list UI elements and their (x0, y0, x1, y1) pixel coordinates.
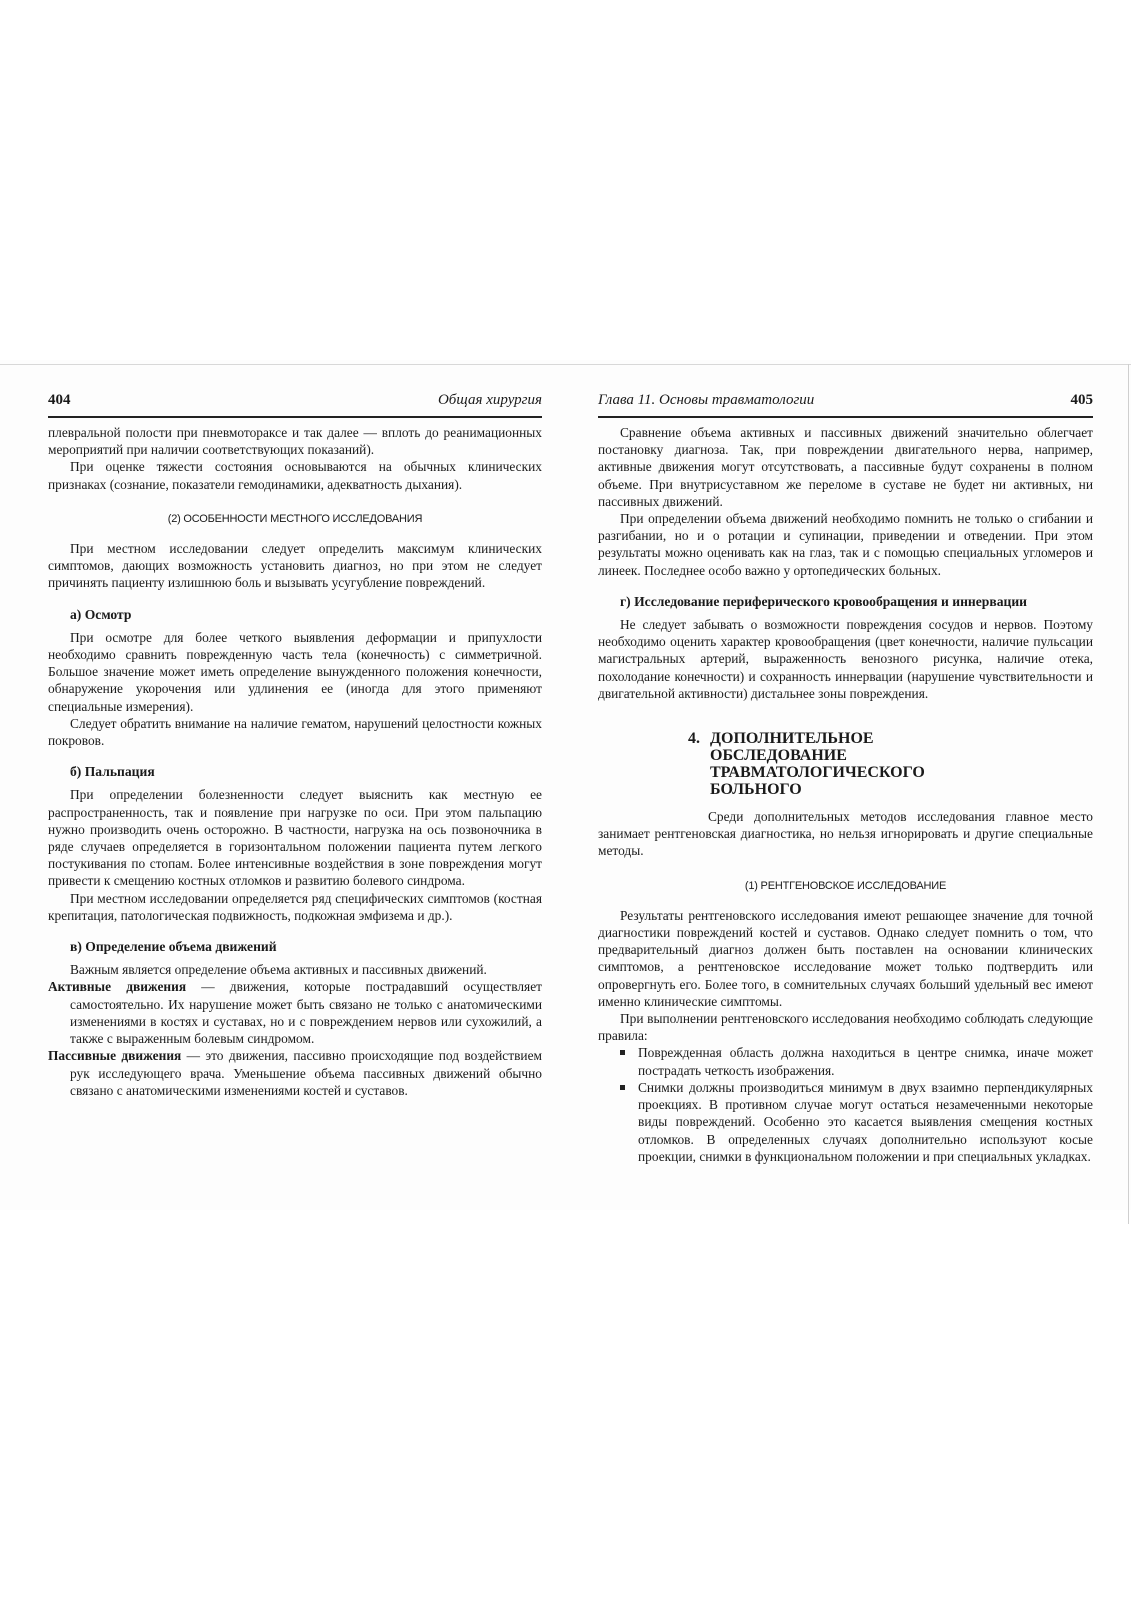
left-page-header (48, 392, 542, 418)
paragraph: Не следует забывать о возможности повреждения сосудов и нервов. Поэтому необходимо оценить характер кровообращения (цвет конечности, наличие пульсации магистральных артерий, выраженность венозного рисунка, наличие отека, похолодание конечности) и сохранность иннервации (нарушение чувствительности и двигательной активности) дистальнее зоны повреждения. (598, 617, 1093, 701)
paragraph: Сравнение объема активных и пассивных движений значительно облегчает постановку диагноза. Так, при повреждении двигательного нерва, например, активные движения могут отсутствовать, а пассивные будут сохранены в полном объеме. При внутрисуставном же переломе в суставе не будет ни активных, ни пассивных движений. (598, 425, 1093, 509)
list-item: Снимки должны производиться минимум в двух взаимно перпендикулярных проекциях. В противном случае могут остаться незамеченными некоторые виды повреждений. Особенно это касается выявления смещения костных отломков. В определенных случаях дополнительно используют косые проекции, снимки в функциональном положении и при специальных укладках. (598, 1079, 1093, 1165)
rules-list (598, 1044, 1093, 1164)
scan-edge-top (0, 364, 1131, 365)
chapter-title: ДОПОЛНИТЕЛЬНОЕ ОБСЛЕДОВАНИЕ ТРАВМАТОЛОГИЧЕСКОГО БОЛЬНОГО (710, 730, 925, 799)
chapter-number: 4. (688, 730, 700, 748)
definition-term: Активные движения (48, 979, 187, 995)
subsection-title: г) Исследование периферического кровообращения и иннервации (620, 593, 1027, 609)
section-title: (1) РЕНТГЕНОВСКОЕ ИССЛЕДОВАНИЕ (744, 879, 947, 892)
right-page-header (598, 392, 1093, 418)
paragraph: При определении объема движений необходимо помнить не только о сгибании и разгибании, но и о ротации и супинации, приведении и отведении. При этом результаты можно оценивать как на глаз, так и с помощью специальных угломеров и линеек. Последнее особо важно у ортопедических больных. (598, 511, 1093, 578)
definition-active (48, 978, 542, 1047)
paragraph: При местном исследовании следует определить максимум клинических симптомов, дающих возможность установить диагноз, но при этом не следует причинять пациенту излишнюю боль и вызывать усугубление повреждений. (48, 541, 542, 591)
paragraph: При определении болезненности следует выяснить как местную ее распространенность, так и появление при нагрузке по оси. При этом пальпацию нужно производить очень осторожно. В частности, нагрузка на ось позвоночника в ряде случаев определяется в горизонтальном положении пациента путем легкого постукивания по стопам. Более интенсивные воздействия в зоне повреждения могут привести к смещению костных отломков и развитию болевого синдрома. (48, 787, 542, 889)
running-title: Общая хирургия (437, 392, 542, 408)
definition-passive (48, 1047, 542, 1099)
paragraph: При выполнении рентгеновского исследования необходимо соблюдать следующие правила: (598, 1011, 1093, 1044)
paragraph: При местном исследовании определяется ряд специфических симптомов (костная крепитация, патологическая подвижность, подкожная эмфизема и др.). (48, 890, 542, 923)
page-number: 404 (48, 392, 71, 408)
page-number: 405 (1070, 392, 1093, 408)
section-title: (2) ОСОБЕННОСТИ МЕСТНОГО ИССЛЕДОВАНИЯ (167, 512, 423, 525)
paragraph: Среди дополнительных методов исследования главное место занимает рентгеновская диагностика, но нельзя игнорировать и другие специальные методы. (598, 809, 1093, 859)
left-page (48, 392, 542, 1099)
chapter-heading (688, 730, 1093, 798)
paragraph: Важным является определение объема активных и пассивных движений. (70, 962, 487, 978)
running-title: Глава 11. Основы травматологии (598, 392, 815, 408)
scan-edge-right (1128, 364, 1129, 1224)
paragraph: Результаты рентгеновского исследования имеют решающее значение для точной диагностики повреждений костей и суставов. Однако следует помнить о том, что предварительный диагноз должен быть поставлен на основании клинических симптомов, а рентгеновское исследование может только подтвердить или опровергнуть его. Более того, в сомнительных случаях больший удельный вес имеют именно клинические симптомы. (598, 907, 1093, 1009)
paragraph: При осмотре для более четкого выявления деформации и припухлости необходимо сравнить поврежденную часть тела (конечность) с симметричной. Большое значение может иметь определение вынужденного положения конечности, обнаружение укорочения или удлинения ее (иногда для этого применяют специальные измерения). (48, 629, 542, 714)
right-page (598, 392, 1093, 1165)
paragraph: При оценке тяжести состояния основываются на обычных клинических признаках (сознание, показатели гемодинамики, адекватность дыхания). (48, 459, 542, 492)
paragraph: Следует обратить внимание на наличие гематом, нарушений целостности кожных покровов. (48, 715, 542, 749)
subsection-title: а) Осмотр (70, 606, 132, 622)
subsection-title: в) Определение объема движений (70, 939, 277, 955)
definition-text: — движения, которые пострадавший осуществляет самостоятельно. Их нарушение может быть связано не только с анатомическими изменениями в костях и суставах, но и с повреждением нервов или сухожилий, а также с выраженным болевым синдромом. (70, 979, 543, 1047)
definition-term: Пассивные движения (48, 1048, 182, 1064)
subsection-title: б) Пальпация (70, 764, 155, 780)
paragraph: плевральной полости при пневмотораксе и так далее — вплоть до реанимационных мероприятий при наличии соответствующих показаний). (48, 425, 542, 458)
definition-text: — это движения, пассивно происходящие под воздействием рук исследующего врача. Уменьшение объема пассивных движений обычно связано с анатомическими изменениями костей и суставов. (70, 1048, 542, 1098)
list-item: Поврежденная область должна находиться в центре снимка, иначе может пострадать четкость изображения. (598, 1044, 1093, 1078)
